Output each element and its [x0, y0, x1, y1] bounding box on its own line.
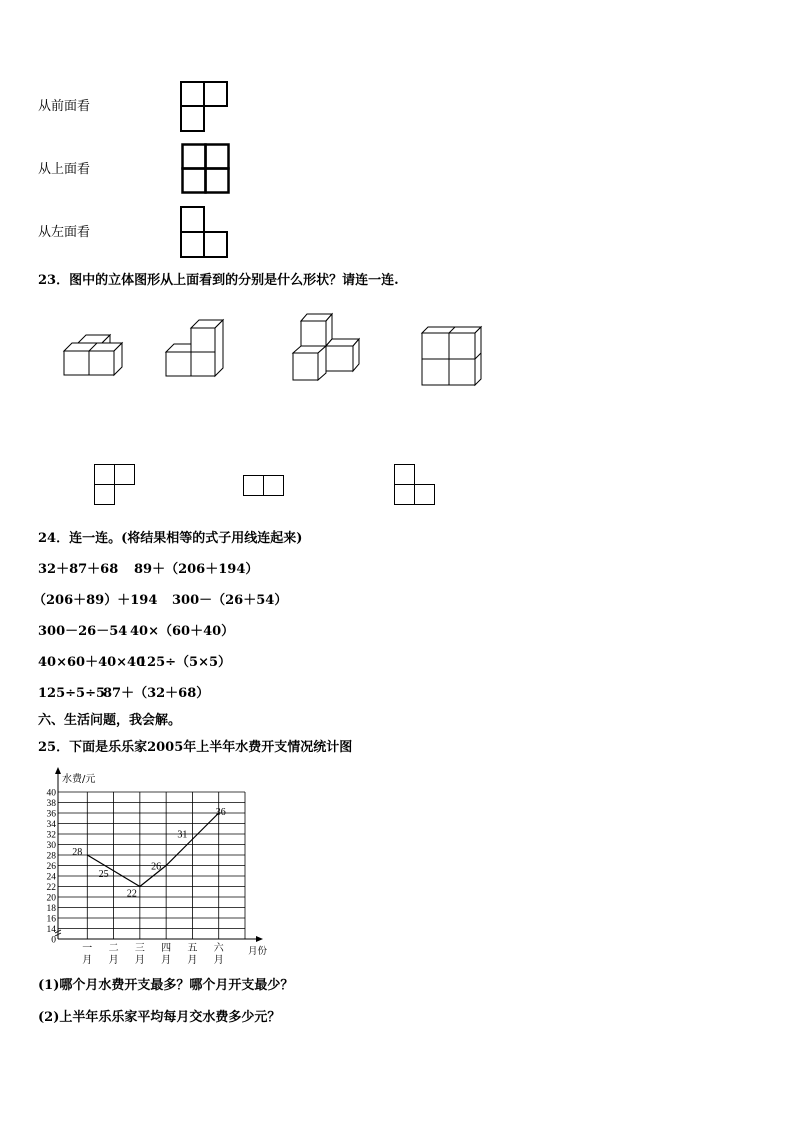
y-axis-label: 水费/元: [62, 774, 96, 785]
x-axis-arrow: [256, 936, 263, 942]
x-tick-label: 月: [187, 955, 198, 966]
q23-text: 23．图中的立体图形从上面看到的分别是什么形状？请连一连.: [38, 273, 399, 288]
x-tick-label: 月: [213, 955, 224, 966]
x-tick-label: 月: [134, 955, 145, 966]
y-tick-label: 20: [46, 893, 56, 904]
q24-text: 24．连一连。(将结果相等的式子用线连起来): [38, 531, 303, 546]
y-tick-label: 24: [46, 872, 56, 883]
x-tick-label: 二: [108, 943, 119, 954]
y-tick-label: 34: [46, 820, 56, 830]
x-axis-label: 月份: [248, 946, 268, 957]
y-tick-label: 16: [46, 914, 56, 925]
view-label-left: 从左面看: [38, 225, 91, 240]
top-view-shape-b[interactable]: [243, 475, 287, 497]
expr-right-4[interactable]: 125÷（5×5）: [138, 655, 232, 670]
data-label: 28: [72, 847, 83, 858]
solid-figure-2: [165, 320, 229, 382]
y-tick-label: 32: [46, 830, 56, 841]
y-tick-label: 26: [46, 862, 56, 872]
expr-left-5[interactable]: 125÷5÷5: [38, 686, 106, 701]
y-axis-arrow: [55, 767, 61, 774]
data-label: 22: [126, 888, 137, 900]
y-tick-label: 18: [46, 904, 56, 914]
q25-sub1: (1)哪个月水费开支最多？哪个月开支最少？: [38, 978, 294, 993]
water-fee-line-chart: [30, 764, 280, 970]
front-view-figure: [180, 81, 230, 133]
y-tick-label: 22: [46, 883, 56, 893]
x-tick-label: 五: [187, 943, 198, 954]
left-view-figure: [180, 206, 230, 260]
y-tick-label: 36: [46, 809, 56, 820]
x-tick-label: 月: [161, 955, 172, 966]
section-6-heading: 六、生活问题，我会解。: [38, 713, 182, 728]
data-label: 26: [151, 861, 162, 873]
y-tick-label: 38: [46, 799, 56, 809]
data-label: 25: [98, 868, 109, 880]
expr-right-3[interactable]: 40×（60＋40）: [130, 624, 235, 639]
y-tick-label: 0: [51, 935, 56, 946]
solid-figure-4: [421, 326, 483, 388]
expr-right-2[interactable]: 300－（26＋54）: [172, 593, 288, 608]
view-label-top: 从上面看: [38, 162, 91, 177]
y-tick-label: 40: [46, 788, 56, 799]
data-label: 31: [177, 829, 188, 841]
x-tick-label: 月: [82, 955, 93, 966]
top-view-shape-c[interactable]: [394, 464, 438, 508]
expr-left-2[interactable]: （206＋89）＋194: [33, 593, 158, 608]
data-label: 36: [215, 807, 226, 818]
x-tick-label: 月: [108, 955, 119, 966]
expr-left-1[interactable]: 32＋87＋68: [38, 562, 119, 577]
expr-left-4[interactable]: 40×60＋40×40: [38, 655, 146, 670]
top-view-figure: [181, 143, 231, 195]
expr-right-5[interactable]: 87＋（32＋68）: [103, 686, 210, 701]
x-tick-label: 四: [161, 943, 172, 954]
y-tick-label: 30: [46, 841, 56, 851]
y-tick-label: 28: [46, 851, 56, 862]
q25-text: 25．下面是乐乐家2005年上半年水费开支情况统计图: [38, 740, 353, 755]
solid-figure-1: [64, 333, 128, 379]
x-tick-label: 六: [213, 943, 224, 954]
x-tick-label: 三: [134, 943, 145, 954]
expr-right-1[interactable]: 89＋（206＋194）: [134, 562, 259, 577]
top-view-shape-a[interactable]: [94, 464, 138, 508]
expr-left-3[interactable]: 300－26－54: [38, 624, 128, 639]
q25-sub2: (2)上半年乐乐家平均每月交水费多少元？: [38, 1010, 281, 1025]
y-tick-label: 14: [46, 925, 56, 935]
x-tick-label: 一: [82, 943, 93, 954]
solid-figure-3: [292, 313, 362, 383]
view-label-front: 从前面看: [38, 99, 91, 114]
